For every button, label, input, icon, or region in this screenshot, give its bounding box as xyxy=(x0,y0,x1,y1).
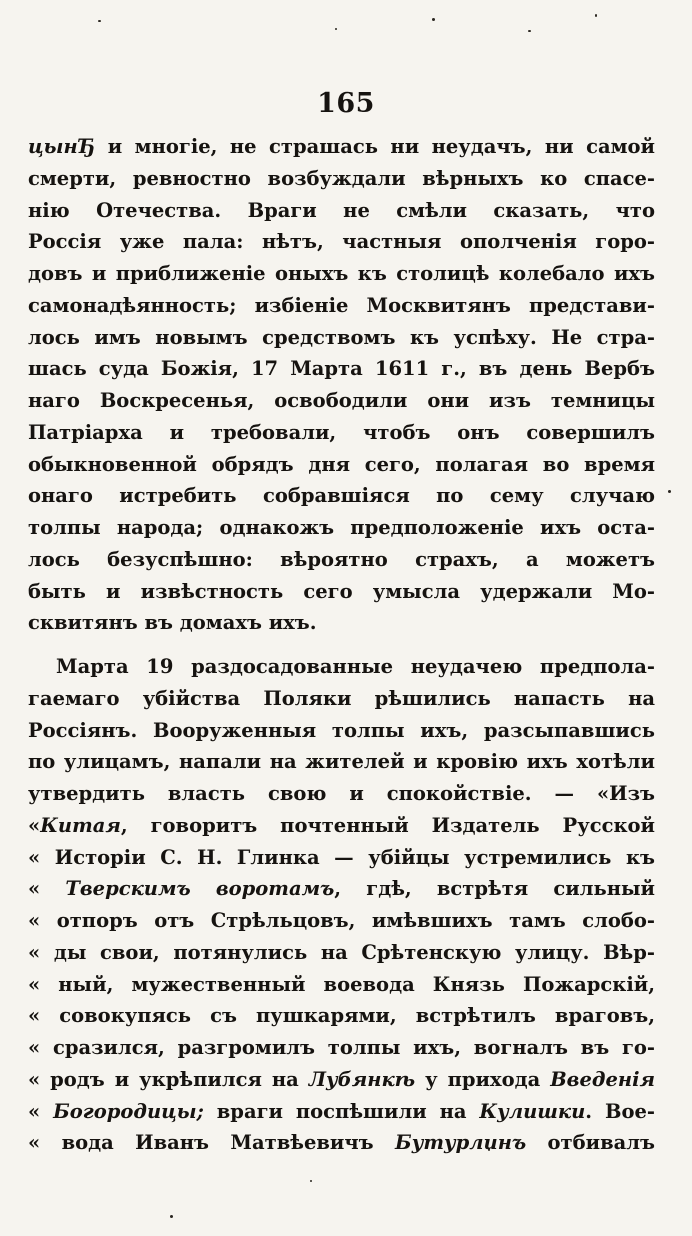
text-line: сквитянъ въ домахъ ихъ. xyxy=(28,611,317,635)
paragraph xyxy=(28,131,655,639)
quote-line xyxy=(28,1064,655,1096)
text-line: быть и извѣстность сего умысла удержали Мо- xyxy=(28,579,655,603)
text-line: нію Отечества. Враги не смѣли сказать, что xyxy=(28,198,655,222)
text-line: лось имъ новымъ средствомъ къ успѣху. Не стра- xyxy=(28,325,655,349)
paper-speck xyxy=(432,18,435,21)
quote-mark: « xyxy=(28,813,41,837)
quote-line xyxy=(28,1096,655,1128)
italic-place-name: Тверскимъ воротамъ xyxy=(65,877,335,901)
text-line: наго Воскресенья, освободили они изъ темницы xyxy=(28,389,655,412)
text-line: Марта 19 раздосадованные неудачею предпола- xyxy=(56,655,655,678)
text-line: Россіянъ. Вооруженныя толпы ихъ, разсыпавшись xyxy=(28,718,655,742)
line-segment: « родъ и укрѣпился на xyxy=(28,1067,309,1091)
quote-mark: « xyxy=(28,1099,54,1123)
text-line: лось безуспѣшно: вѣроятно страхъ, а можетъ xyxy=(28,547,655,571)
quote-line: « ды свои, потянулись на Срѣтенскую улицу. Вѣр- xyxy=(28,940,655,964)
paper-speck xyxy=(170,1215,173,1218)
paper-speck xyxy=(98,20,101,22)
italic-place-name: Введенія xyxy=(550,1067,656,1091)
text-line: шась суда Божія, 17 Марта 1611 г., въ день Вербъ xyxy=(28,357,655,381)
italic-person-name: Бутурлинъ xyxy=(395,1131,527,1155)
line-segment: . Вое- xyxy=(585,1099,655,1123)
body-text xyxy=(28,131,655,1159)
quote-line: « совокупясь съ пушкарями, встрѣтилъ враговъ, xyxy=(28,1004,655,1028)
line-segment: « вода Иванъ Матвѣевичъ xyxy=(28,1131,396,1155)
paragraph xyxy=(28,651,655,1159)
quote-line xyxy=(28,1127,655,1159)
quote-line: « отпоръ отъ Стрѣльцовъ, имѣвшихъ тамъ слобо- xyxy=(28,909,655,932)
paragraph-gap xyxy=(28,639,655,651)
text-line: онаго истребить собравшіяся по сему случаю xyxy=(28,484,655,508)
line-segment: враги поспѣшили на xyxy=(203,1099,480,1123)
line-segment: , говоритъ почтенный Издатель Русской xyxy=(120,813,655,837)
text-line: довъ и приближеніе оныхъ къ столицѣ колебало ихъ xyxy=(28,262,655,285)
text-line: обыкновенной обрядъ дня сего, полагая во время xyxy=(28,452,655,476)
paper-speck xyxy=(310,1180,312,1182)
text-line: самонадѣянность; избіеніе Москвитянъ представи- xyxy=(28,293,655,317)
quote-line: « Исторіи С. Н. Глинка — убійцы устремились къ xyxy=(28,845,655,869)
text-line: по улицамъ, напали на жителей и кровію ихъ хотѣли xyxy=(28,750,655,774)
quote-line: « сразился, разгромилъ толпы ихъ, вогналъ въ го- xyxy=(28,1036,655,1059)
paper-speck xyxy=(595,14,597,17)
quote-line xyxy=(28,810,655,842)
italic-place-name: Кулишки xyxy=(479,1099,586,1123)
quote-line xyxy=(28,873,655,905)
text-line: Патріарха и требовали, чтобъ онъ совершилъ xyxy=(28,420,655,444)
line-segment: , гдѣ, встрѣтя сильный xyxy=(334,877,655,901)
italic-word: цынЂ xyxy=(28,135,96,158)
line-segment: отбивалъ xyxy=(526,1131,655,1155)
text-line: смерти, ревностно возбуждали вѣрныхъ ко спасе- xyxy=(28,166,655,190)
text-line: гаемаго убійства Поляки рѣшились напасть на xyxy=(28,686,655,710)
text-line: толпы народа; однакожъ предположеніе ихъ оста- xyxy=(28,516,655,539)
line-segment: у прихода xyxy=(415,1067,551,1091)
paper-speck xyxy=(335,28,337,30)
page-number: 165 xyxy=(317,88,375,119)
line-segment: и многіе, не страшась ни неудачъ, ни самой xyxy=(95,135,655,158)
quote-line: « ный, мужественный воевода Князь Пожарскій, xyxy=(28,972,655,996)
paper-speck xyxy=(528,30,531,32)
italic-place-name: Богородицы; xyxy=(53,1099,204,1123)
text-line xyxy=(28,131,655,163)
paper-speck xyxy=(668,490,671,493)
text-line: Россія уже пала: нѣтъ, частныя ополченія горо- xyxy=(28,230,655,254)
italic-place-name: Китая xyxy=(40,813,121,837)
italic-place-name: Лубянкѣ xyxy=(308,1067,416,1091)
text-line: утвердить власть свою и спокойствіе. — «Изъ xyxy=(28,782,655,805)
quote-mark: « xyxy=(28,877,66,901)
